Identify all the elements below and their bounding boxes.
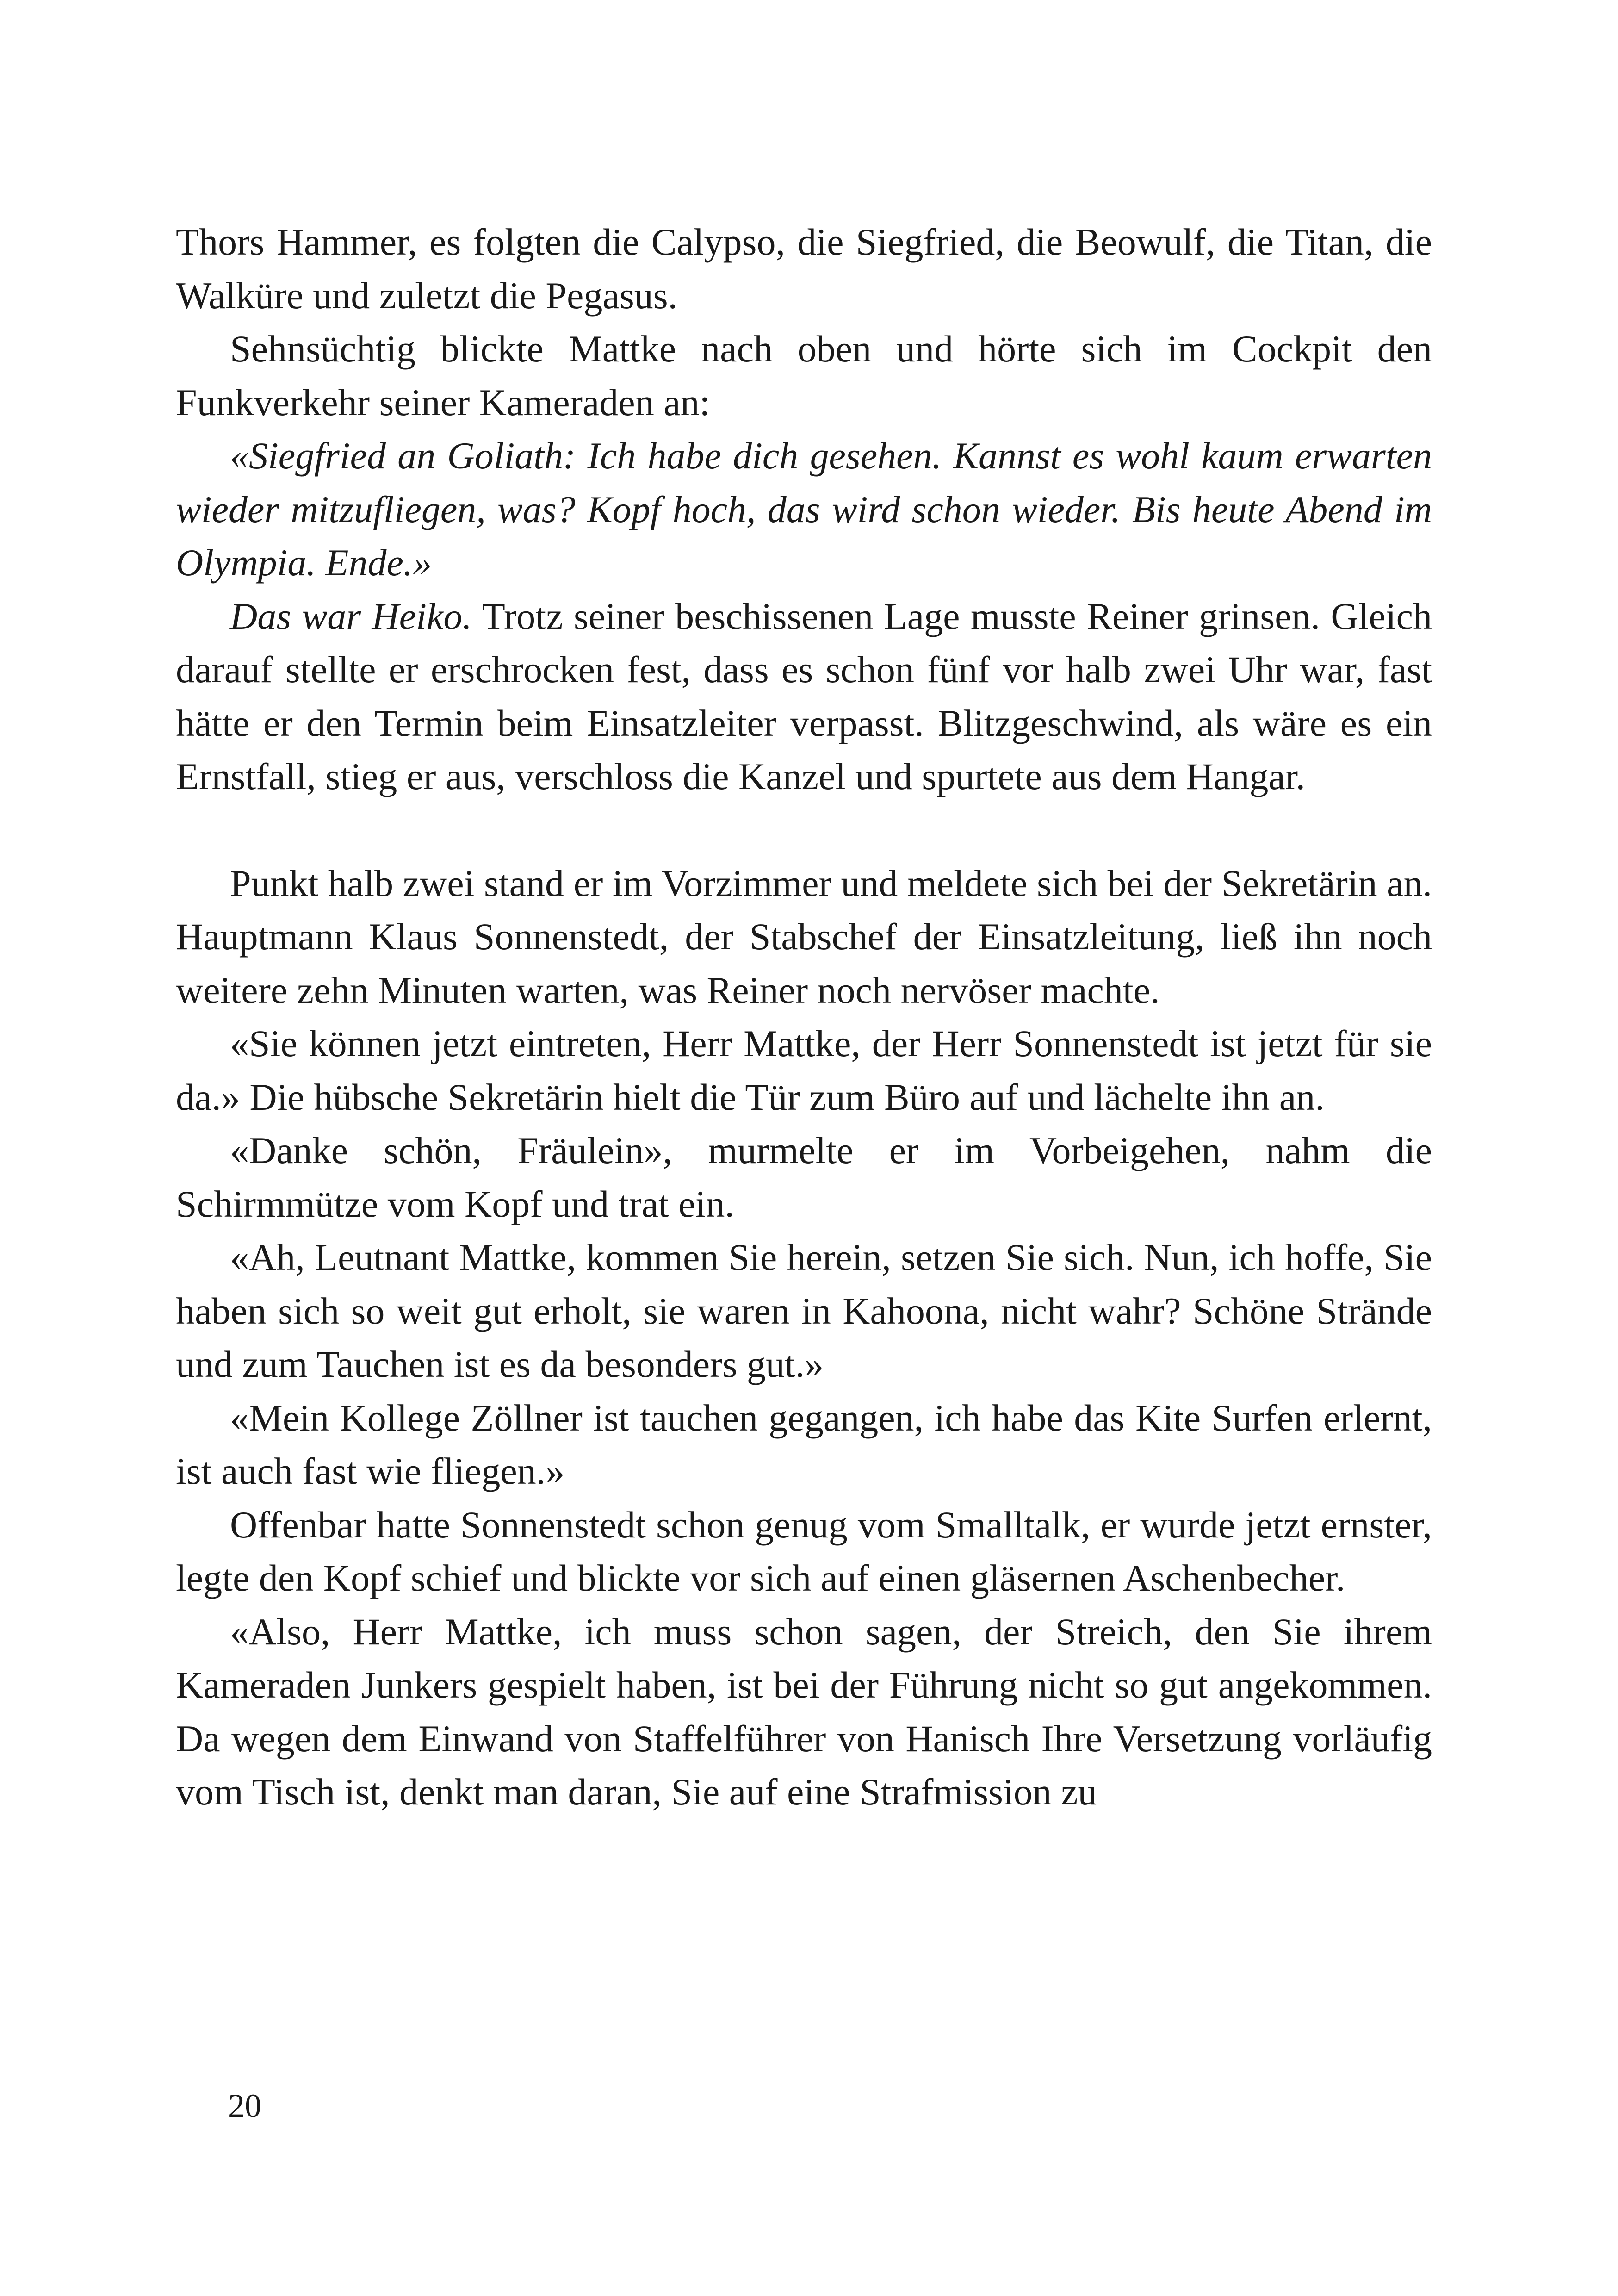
paragraph-11: «Also, Herr Mattke, ich muss schon sagen, der Streich, den Sie ihrem Kameraden Junkers gespielt haben, ist bei der Führung nicht so gut angekommen. Da wegen dem Einwand von Staffelführer von Hanisch Ihre Versetzung vorläufig vom Tisch ist, denkt man daran, Sie auf eine Strafmission zu	[176, 1610, 1432, 1813]
paragraph-10: Offenbar hatte Sonnenstedt schon genug vom Smalltalk, er wurde jetzt ernster, legte den Kopf schief und blickte vor sich auf einen gläsernen Aschenbecher.	[176, 1503, 1432, 1599]
paragraph-2: Sehnsüchtig blickte Mattke nach oben und hörte sich im Cockpit den Funkverkehr seiner Kameraden an:	[176, 328, 1432, 423]
italic-lead: Das war Heiko.	[230, 595, 472, 637]
section-break	[176, 803, 1432, 857]
paragraph-7: «Danke schön, Fräulein», murmelte er im Vorbeigehen, nahm die Schirmmütze vom Kopf und trat ein.	[176, 1129, 1432, 1225]
paragraph-9: «Mein Kollege Zöllner ist tauchen gegangen, ich habe das Kite Surfen erlernt, ist auch fast wie fliegen.»	[176, 1396, 1432, 1492]
page-number: 20	[228, 2087, 261, 2124]
paragraph-6: «Sie können jetzt eintreten, Herr Mattke, der Herr Sonnenstedt ist jetzt für sie da.» Die hübsche Sekretärin hielt die Tür zum Büro auf und lächelte ihn an.	[176, 1022, 1432, 1118]
paragraph-5: Punkt halb zwei stand er im Vorzimmer und meldete sich bei der Sekretärin an. Hauptmann Klaus Sonnenstedt, der Stabschef der Einsatzleitung, ließ ihn noch weitere zehn Minuten warten, was Reiner noch nervöser machte.	[176, 862, 1432, 1011]
paragraph-1: Thors Hammer, es folgten die Calypso, die Siegfried, die Beowulf, die Titan, die Walküre und zuletzt die Pegasus.	[176, 221, 1432, 317]
paragraph-8: «Ah, Leutnant Mattke, kommen Sie herein, setzen Sie sich. Nun, ich hoffe, Sie haben sich so weit gut erholt, sie waren in Kahoona, nicht wahr? Schöne Strände und zum Tauchen ist es da besonders gut.»	[176, 1236, 1432, 1385]
page-body	[176, 215, 1432, 1819]
paragraph-4	[176, 590, 1432, 803]
paragraph-4-text: Trotz seiner beschissenen Lage musste Reiner grinsen. Gleich darauf stellte er erschrocken fest, dass es schon fünf vor halb zwei Uhr war, fast hätte er den Termin beim Einsatzleiter verpasst. Blitzgeschwind, als wäre es ein Ernstfall, stieg er aus, verschloss die Kanzel und spurtete aus dem Hangar.	[176, 595, 1432, 797]
radio-quote-paragraph: «Siegfried an Goliath: Ich habe dich gesehen. Kannst es wohl kaum erwarten wieder mitzufliegen, was? Kopf hoch, das wird schon wieder. Bis heute Abend im Olympia. Ende.»	[176, 435, 1432, 584]
